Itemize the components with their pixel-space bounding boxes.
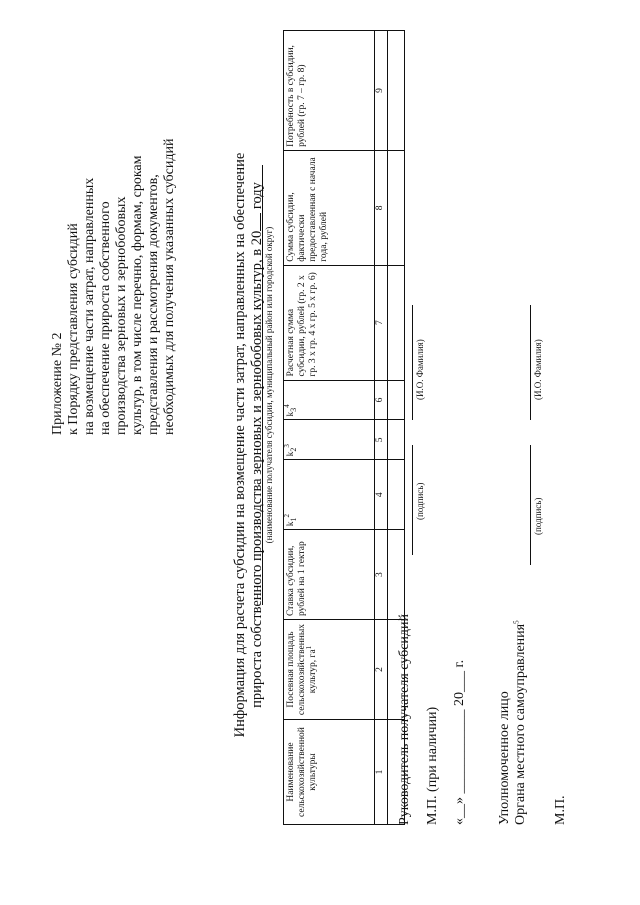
title-line-1: Информация для расчета субсидии на возмещение части затрат, направленных на обеспечение xyxy=(232,152,248,738)
header-k1 xyxy=(284,460,375,530)
table-cell xyxy=(388,530,405,620)
appendix-line: необходимых для получения указанных субсидий xyxy=(162,138,177,435)
head-name-caption: (И.О. Фамилия) xyxy=(415,339,425,400)
appendix-line: представления и рассмотрения документов, xyxy=(146,174,161,435)
authorized-label-2 xyxy=(513,620,529,825)
k-index: 3 xyxy=(288,407,298,412)
column-number: 8 xyxy=(375,150,388,265)
authorized-label-1: Уполномоченное лицо xyxy=(497,691,512,825)
column-number: 4 xyxy=(375,460,388,530)
k-index: 1 xyxy=(288,517,298,522)
column-number: 6 xyxy=(375,380,388,420)
head-label: Руководитель получателя субсидий xyxy=(397,613,412,825)
header-actual-sum: Сумма субсидии, фактически предоставленная с начала года, рублей xyxy=(284,150,375,265)
appendix-line: к Порядку представления субсидий xyxy=(66,223,81,435)
recipient-caption: (наименование получателя субсидии, муниципальный район или городской округ) xyxy=(262,165,275,605)
header-sown-area xyxy=(284,620,375,720)
authorized-name-line xyxy=(530,305,531,420)
table-cell xyxy=(388,265,405,380)
column-number: 3 xyxy=(375,530,388,620)
table-number-row xyxy=(375,31,388,825)
k-letter: k xyxy=(286,521,296,527)
title-line-2-text: прироста собственного производства зерновых и зернобобовых культур, в 20 xyxy=(249,230,265,708)
appendix-line: Приложение № 2 xyxy=(50,332,65,435)
subsidy-table xyxy=(283,30,405,825)
header-crop-name: Наименование сельскохозяйственной культуры xyxy=(284,720,375,825)
head-name-line xyxy=(412,305,413,420)
authorized-label-2-text: Органа местного самоуправления xyxy=(513,623,528,825)
header-rate: Ставка субсидии, рублей на 1 гектар xyxy=(284,530,375,620)
column-number: 1 xyxy=(375,720,388,825)
footnote-mark: 5 xyxy=(512,620,521,624)
table-cell xyxy=(388,420,405,460)
year-blank xyxy=(260,213,261,231)
stamp-label: М.П. (при наличии) xyxy=(425,706,440,825)
header-need: Потребность в субсидии, рублей (гр. 7 – гр. 8) xyxy=(284,31,375,151)
header-calculated-sum: Расчетная сумма субсидии, рублей (гр. 2 х гр. 3 х гр. 4 х гр. 5 х гр. 6) xyxy=(284,265,375,380)
authorized-name-caption: (И.О. Фамилия) xyxy=(533,339,543,400)
table-cell xyxy=(388,150,405,265)
head-signature-line xyxy=(412,445,413,555)
header-k2 xyxy=(284,420,375,460)
table-cell xyxy=(388,31,405,151)
column-number: 5 xyxy=(375,420,388,460)
header-sown-area-text: Посевная площадь сельскохозяйственных культур, га xyxy=(286,623,318,716)
k-letter: k xyxy=(286,451,296,457)
authorized-signature-line xyxy=(530,445,531,565)
footnote-mark: 3 xyxy=(282,444,291,448)
stamp2-label: М.П. xyxy=(553,795,568,825)
column-number: 7 xyxy=(375,265,388,380)
table-header-row xyxy=(284,31,375,825)
column-number: 9 xyxy=(375,31,388,151)
date-field: «__» ____________ 20___ г. xyxy=(452,659,467,825)
appendix-line: культур, в том числе перечню, формам, срокам xyxy=(130,155,145,435)
appendix-block xyxy=(50,15,178,435)
head-signature-caption: (подпись) xyxy=(415,482,425,520)
footnote-mark: 4 xyxy=(282,404,291,408)
appendix-line: на возмещение части затрат, направленных xyxy=(82,177,97,435)
appendix-line: производства зерновых и зернобобовых xyxy=(114,196,129,435)
table-cell xyxy=(388,460,405,530)
table-cell xyxy=(388,380,405,420)
column-number: 2 xyxy=(375,620,388,720)
title-line-2-end: году xyxy=(249,182,265,213)
footnote-mark: 2 xyxy=(282,513,291,518)
footnote-mark: 1 xyxy=(304,645,313,650)
document-title xyxy=(232,95,266,795)
appendix-line: на обеспечение прироста собственного xyxy=(98,201,113,435)
k-letter: k xyxy=(286,411,296,417)
k-index: 2 xyxy=(288,447,298,452)
header-k3 xyxy=(284,380,375,420)
authorized-signature-caption: (подпись) xyxy=(533,497,543,535)
